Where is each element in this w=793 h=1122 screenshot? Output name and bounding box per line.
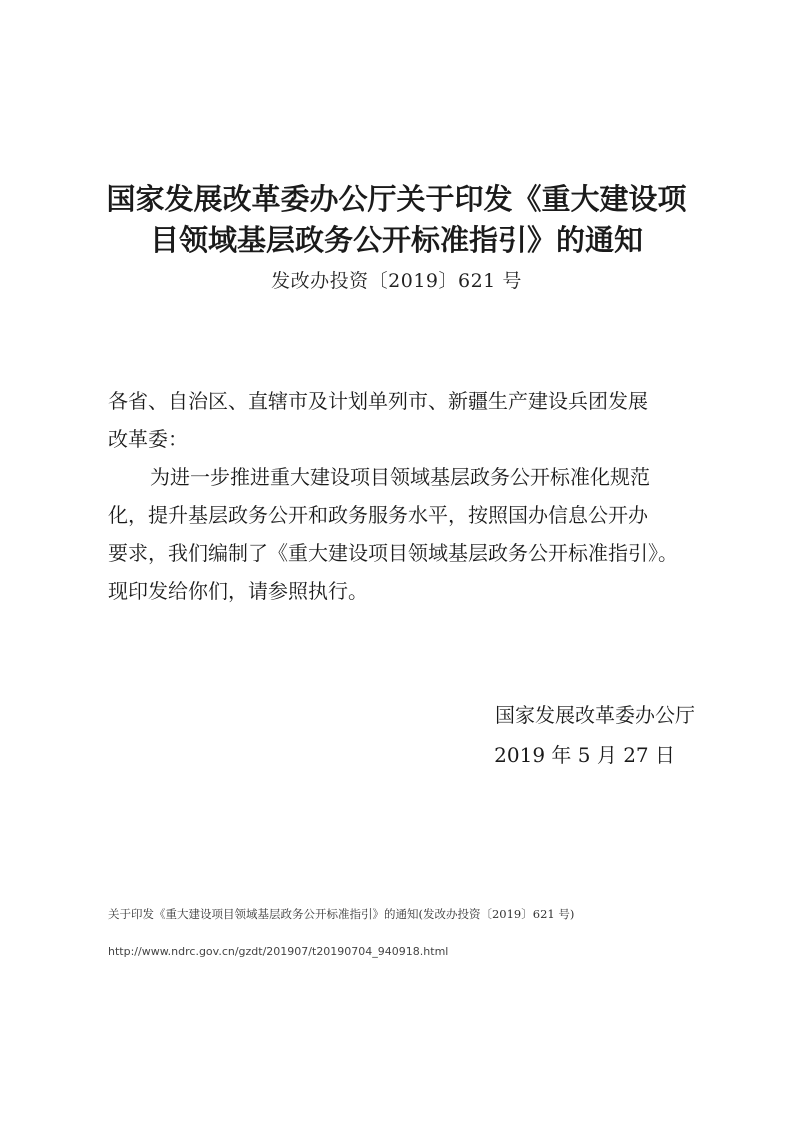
- document-title-line-1: 国家发展改革委办公厅关于印发《重大建设项: [106, 182, 687, 216]
- document-number: 发改办投资〔2019〕621 号: [271, 270, 522, 292]
- body-line-1: 为进一步推进重大建设项目领域基层政务公开标准化规范: [150, 465, 650, 489]
- addressee-line-2: 改革委：: [108, 427, 188, 451]
- footer-url[interactable]: http://www.ndrc.gov.cn/gzdt/201907/t20190704_940918.html: [108, 945, 449, 958]
- body-line-2: 化，提升基层政务公开和政务服务水平，按照国办信息公开办: [108, 503, 648, 527]
- body-line-4: 现印发给你们，请参照执行。: [108, 579, 368, 603]
- signature-date: 2019 年 5 月 27 日: [494, 743, 675, 767]
- addressee-line-1: 各省、自治区、直辖市及计划单列市、新疆生产建设兵团发展: [108, 389, 648, 413]
- document-title-line-2: 目领域基层政务公开标准指引》的通知: [149, 223, 643, 257]
- signature-issuer: 国家发展改革委办公厅: [495, 703, 695, 727]
- footer-source-title: 关于印发《重大建设项目领域基层政务公开标准指引》的通知(发改办投资〔2019〕621 号): [108, 907, 575, 921]
- addressee: [108, 382, 688, 458]
- body-line-3: 要求，我们编制了《重大建设项目领域基层政务公开标准指引》。: [108, 541, 678, 565]
- body-paragraph: [108, 458, 688, 610]
